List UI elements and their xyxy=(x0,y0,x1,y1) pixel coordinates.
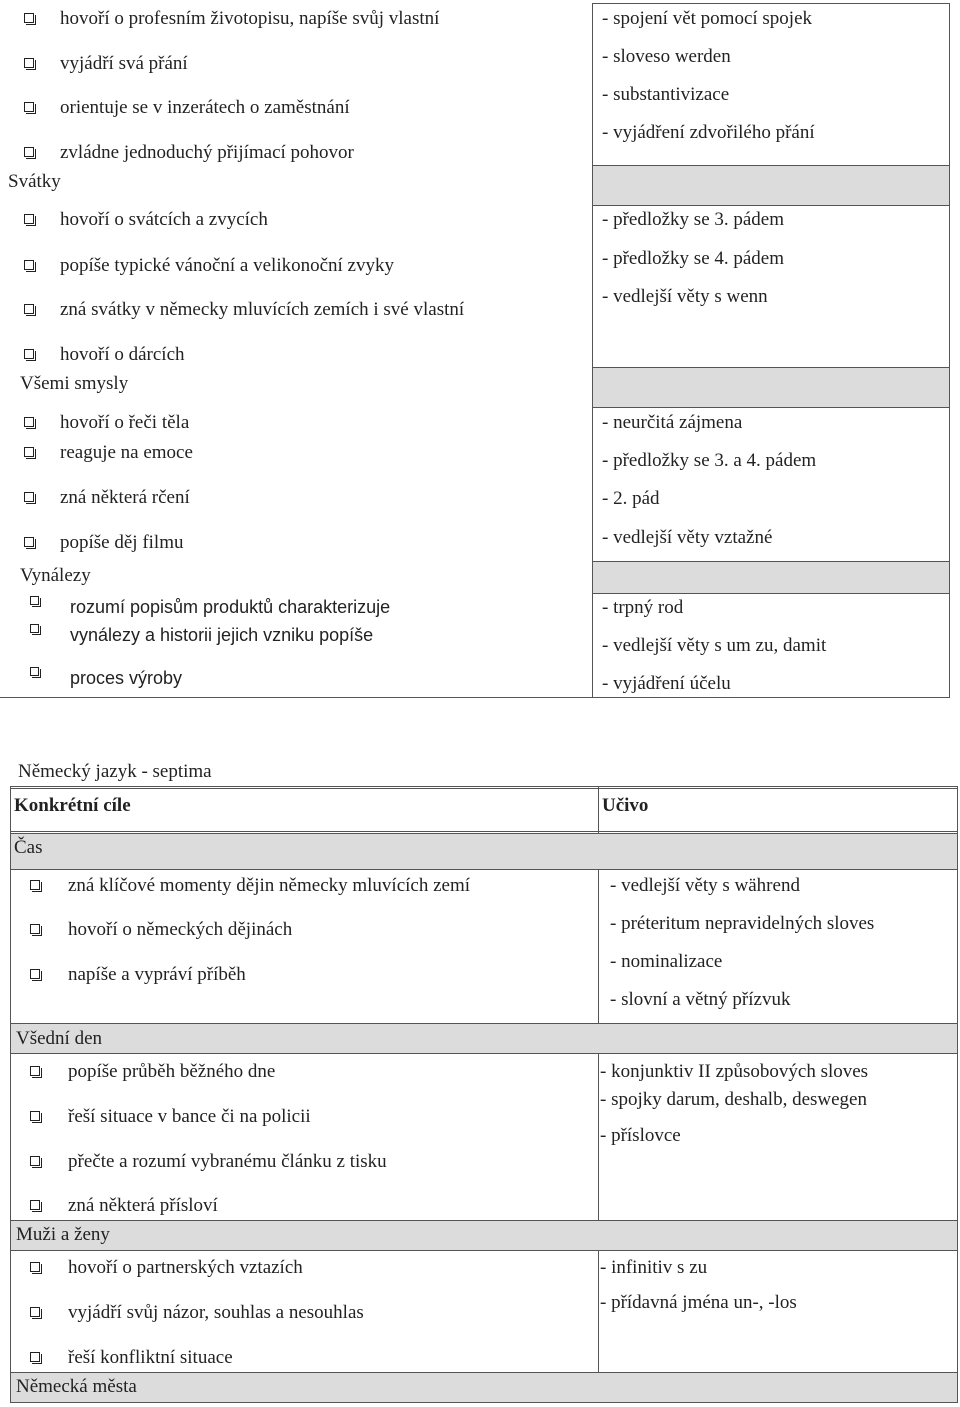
section-title: Svátky xyxy=(8,171,61,192)
goal-item: orientuje se v inzerátech o zaměstnání xyxy=(60,97,350,118)
checkbox-square-icon xyxy=(24,58,34,68)
grammar-item: - vedlejší věty vztažné xyxy=(602,527,773,548)
grammar-item: - přídavná jména un-, -los xyxy=(600,1292,797,1313)
goal-item: hovoří o řeči těla xyxy=(60,412,190,433)
section-title: Německá města xyxy=(16,1376,137,1397)
section-band xyxy=(10,833,957,869)
grammar-item: - trpný rod xyxy=(602,597,684,618)
goal-item: reaguje na emoce xyxy=(60,442,193,463)
checkbox-square-icon xyxy=(24,13,34,23)
checkbox-square-icon xyxy=(30,667,39,676)
goal-item: hovoří o svátcích a zvycích xyxy=(60,209,268,230)
checkbox-square-icon xyxy=(30,1111,40,1121)
grammar-item: - sloveso werden xyxy=(602,46,731,67)
goal-item: vyjádří svá přání xyxy=(60,53,188,74)
grammar-item: - slovní a větný přízvuk xyxy=(610,989,791,1010)
section-band-right xyxy=(593,165,949,205)
column-header-content: Učivo xyxy=(602,795,649,816)
grammar-item: - spojky darum, deshalb, deswegen xyxy=(600,1089,867,1110)
grammar-item: - vedlejší věty s während xyxy=(610,875,800,896)
section-title: Všemi smysly xyxy=(20,373,129,394)
section-title: Vynálezy xyxy=(20,565,91,586)
checkbox-square-icon xyxy=(24,417,34,427)
checkbox-square-icon xyxy=(24,447,34,457)
grammar-item: - préteritum nepravidelných sloves xyxy=(610,913,875,934)
goal-item: zná svátky v německy mluvících zemích i své vlastní xyxy=(60,299,465,320)
section-band xyxy=(10,1220,957,1250)
checkbox-square-icon xyxy=(30,880,40,890)
goal-item: hovoří o profesním životopisu, napíše svůj vlastní xyxy=(60,8,440,29)
section-band-right xyxy=(593,367,949,407)
grammar-item: - konjunktiv II způsobových sloves xyxy=(600,1061,869,1082)
checkbox-square-icon xyxy=(24,349,34,359)
checkbox-square-icon xyxy=(30,924,40,934)
section-title: Všední den xyxy=(16,1028,103,1049)
checkbox-square-icon xyxy=(24,147,34,157)
checkbox-square-icon xyxy=(24,537,34,547)
grammar-item: - vyjádření účelu xyxy=(602,673,731,694)
grammar-item: - vedlejší věty s wenn xyxy=(602,286,768,307)
grammar-item: - spojení vět pomocí spojek xyxy=(602,8,813,29)
grammar-item: - předložky se 3. pádem xyxy=(602,209,785,230)
checkbox-square-icon xyxy=(30,1066,40,1076)
grammar-item: - 2. pád xyxy=(602,488,660,509)
table-caption: Německý jazyk - septima xyxy=(18,761,212,782)
section-band-right xyxy=(593,561,949,593)
goal-item: proces výroby xyxy=(70,668,183,688)
goal-item: rozumí popisům produktů charakterizuje xyxy=(70,597,391,617)
checkbox-square-icon xyxy=(24,260,34,270)
goal-item: zvládne jednoduchý přijímací pohovor xyxy=(60,142,354,163)
checkbox-square-icon xyxy=(30,1262,40,1272)
goal-item: vyjádří svůj názor, souhlas a nesouhlas xyxy=(68,1302,364,1323)
section-title: Čas xyxy=(14,837,43,858)
goal-item: hovoří o dárcích xyxy=(60,344,185,365)
goal-item: popíše typické vánoční a velikonoční zvyky xyxy=(60,255,394,276)
column-header-goals: Konkrétní cíle xyxy=(14,795,131,816)
goal-item: zná některá rčení xyxy=(60,487,190,508)
grammar-item: - nominalizace xyxy=(610,951,723,972)
grammar-item: - vyjádření zdvořilého přání xyxy=(602,122,815,143)
grammar-item: - příslovce xyxy=(600,1125,681,1146)
goal-item: zná některá přísloví xyxy=(68,1195,218,1216)
grammar-item: - předložky se 3. a 4. pádem xyxy=(602,450,817,471)
section-title: Muži a ženy xyxy=(16,1224,110,1245)
checkbox-square-icon xyxy=(30,596,39,605)
checkbox-square-icon xyxy=(24,304,34,314)
checkbox-square-icon xyxy=(24,214,34,224)
grammar-item: - vedlejší věty s um zu, damit xyxy=(602,635,827,656)
checkbox-square-icon xyxy=(30,1352,40,1362)
goal-item: řeší konfliktní situace xyxy=(68,1347,233,1368)
goal-item: hovoří o německých dějinách xyxy=(68,919,293,940)
goal-item: popíše průběh běžného dne xyxy=(68,1061,276,1082)
checkbox-square-icon xyxy=(30,1307,40,1317)
grammar-item: - předložky se 4. pádem xyxy=(602,248,785,269)
goal-item: přečte a rozumí vybranému článku z tisku xyxy=(68,1151,387,1172)
goal-item: řeší situace v bance či na policii xyxy=(68,1106,311,1127)
section-band xyxy=(10,1023,957,1053)
grammar-item: - neurčitá zájmena xyxy=(602,412,743,433)
grammar-item: - substantivizace xyxy=(602,84,730,105)
goal-item: napíše a vypráví příběh xyxy=(68,964,246,985)
checkbox-square-icon xyxy=(24,102,34,112)
checkbox-square-icon xyxy=(30,969,40,979)
grammar-item: - infinitiv s zu xyxy=(600,1257,708,1278)
goal-item: popíše děj filmu xyxy=(60,532,184,553)
checkbox-square-icon xyxy=(30,1156,40,1166)
goal-item: zná klíčové momenty dějin německy mluvících zemí xyxy=(68,875,471,896)
goal-item: vynálezy a historii jejich vzniku popíše xyxy=(70,625,374,645)
checkbox-square-icon xyxy=(30,1200,40,1210)
section-band xyxy=(10,1372,957,1402)
goal-item: hovoří o partnerských vztazích xyxy=(68,1257,303,1278)
checkbox-square-icon xyxy=(24,492,34,502)
checkbox-square-icon xyxy=(30,624,39,633)
